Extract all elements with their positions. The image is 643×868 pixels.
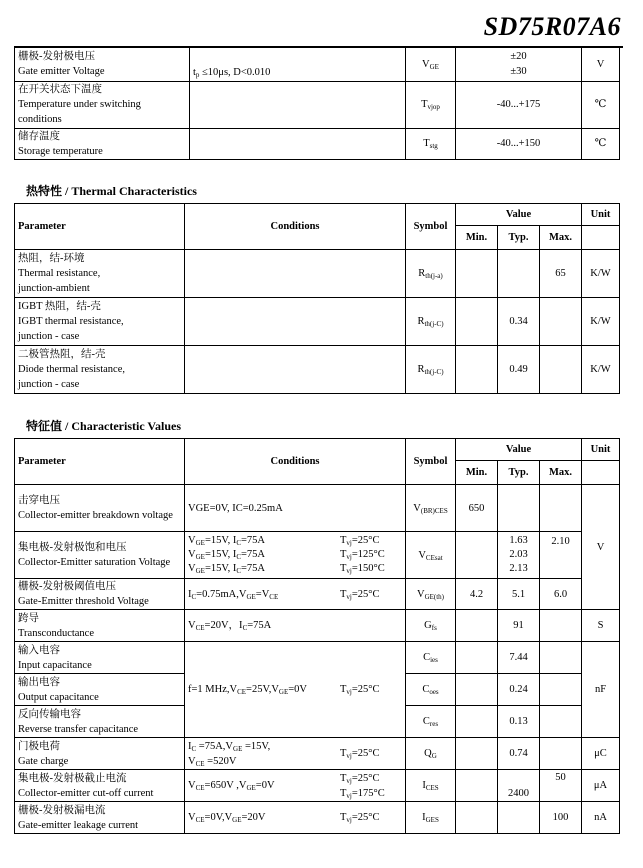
unit: nA bbox=[582, 802, 620, 834]
value: -40...+175 bbox=[456, 81, 582, 128]
param-cn: 输入电容 bbox=[18, 644, 60, 656]
symbol: $G_{fs}$ bbox=[406, 610, 456, 642]
typ: 2.03 bbox=[509, 549, 528, 560]
symbol: $C_{oes}$ bbox=[406, 674, 456, 706]
col-max: Max. bbox=[540, 226, 582, 250]
thermal-section-title: 热特性 / Thermal Characteristics bbox=[26, 184, 197, 198]
char-header-row bbox=[15, 439, 620, 461]
typ: 91 bbox=[498, 610, 540, 642]
unit: μC bbox=[582, 738, 620, 770]
col-symbol: Symbol bbox=[406, 204, 456, 250]
thermal-row-diode bbox=[15, 346, 620, 394]
min bbox=[456, 298, 498, 346]
symbol: $C_{ies}$ bbox=[406, 642, 456, 674]
param-en: Reverse transfer capacitance bbox=[18, 723, 139, 735]
row-vgeth bbox=[15, 579, 620, 610]
param-en: Gate charge bbox=[18, 755, 69, 767]
condition: $V_{CE}=650V$ $,V_{GE}=0V$ $T_{vj}=25^\circ C$ $T_{vj}=175^\circ C$ bbox=[188, 772, 385, 800]
col-typ: Typ. bbox=[498, 226, 540, 250]
row-cies bbox=[15, 642, 620, 674]
param-cn: 在开关状态下温度 bbox=[18, 84, 102, 95]
param-en: Output capacitance bbox=[18, 691, 99, 703]
unit: V bbox=[582, 48, 620, 81]
row-iges bbox=[15, 802, 620, 834]
unit: ℃ bbox=[582, 128, 620, 159]
param-cn: 跨导 bbox=[18, 612, 39, 624]
param-en: Gate-emitter leakage current bbox=[18, 819, 139, 831]
row-qg bbox=[15, 738, 620, 770]
param-en: Temperature under switching bbox=[18, 99, 141, 110]
col-value: Value bbox=[456, 204, 582, 226]
typ: 0.74 bbox=[498, 738, 540, 770]
param-cn: 二极管热阻，结-壳 bbox=[18, 349, 106, 360]
symbol: $V_{GE}$ bbox=[406, 48, 456, 81]
param-cn: 栅极-发射极阈值电压 bbox=[18, 581, 116, 592]
max: 6.0 bbox=[540, 579, 582, 610]
row-vcesat bbox=[15, 532, 620, 579]
col-unit: Unit bbox=[582, 204, 620, 226]
min bbox=[456, 250, 498, 298]
symbol: $V_{CEsat}$ bbox=[406, 532, 456, 579]
col-typ: Typ. bbox=[498, 461, 540, 485]
col-min: Min. bbox=[456, 226, 498, 250]
param-en: junction - case bbox=[18, 379, 80, 390]
typ: 2.13 bbox=[509, 563, 528, 574]
param-en: Input capacitance bbox=[18, 659, 92, 671]
param-en: junction - case bbox=[18, 331, 80, 342]
max: 2.10 bbox=[540, 532, 582, 579]
param-cn: 集电极-发射极饱和电压 bbox=[18, 542, 127, 553]
typ: 0.13 bbox=[498, 706, 540, 738]
condition: $V_{CE}=20V$，$I_C=75A$ bbox=[185, 610, 406, 642]
condition: $t_p \le 10\mu s$, D<0.010 bbox=[193, 66, 271, 79]
unit: μA bbox=[582, 770, 620, 802]
condition: $V_{GE}=15V$, $I_C=75A$ $T_{vj}=25^\circ C$ $V_{GE}=15V$, $I_C=75A$ $T_{vj}=125^\circ C$ $V_{GE}=15V$, $I_C=75A$ $T_{vj}=150^\circ C$ bbox=[188, 535, 385, 575]
thermal-table bbox=[14, 203, 620, 394]
typ: 0.34 bbox=[498, 298, 540, 346]
col-parameter: Parameter bbox=[15, 439, 185, 485]
abs-max-row-tstg bbox=[15, 128, 620, 159]
typ: 5.1 bbox=[498, 579, 540, 610]
param-cn: 储存温度 bbox=[18, 130, 60, 142]
part-number: SD75R07A6 bbox=[483, 12, 621, 41]
value: -40...+150 bbox=[456, 128, 582, 159]
param-cn: 击穿电压 bbox=[18, 495, 60, 506]
symbol: $C_{res}$ bbox=[406, 706, 456, 738]
param-cn: 反向传输电容 bbox=[18, 708, 81, 720]
param-en: Thermal resistance, bbox=[18, 268, 101, 279]
col-value: Value bbox=[456, 439, 582, 461]
col-parameter: Parameter bbox=[15, 204, 185, 250]
condition: $I_C=0.75mA,V_{GE}=V_{CE}$ $T_{vj}=25^\circ C$ bbox=[188, 588, 380, 601]
char-table bbox=[14, 438, 620, 834]
unit: K/W bbox=[582, 346, 620, 394]
thermal-row-igbt bbox=[15, 298, 620, 346]
param-en: Collector-emitter cut-off current bbox=[18, 787, 154, 799]
col-symbol: Symbol bbox=[406, 439, 456, 485]
param-en: Transconductance bbox=[18, 627, 95, 639]
param-cn: 栅极-发射极电压 bbox=[18, 51, 95, 63]
min: 4.2 bbox=[456, 579, 498, 610]
col-conditions: Conditions bbox=[185, 439, 406, 485]
typ: 1.63 bbox=[509, 535, 528, 546]
unit: K/W bbox=[582, 298, 620, 346]
param-cn: 输出电容 bbox=[18, 676, 60, 688]
min bbox=[456, 346, 498, 394]
row-ices bbox=[15, 770, 620, 802]
abs-max-row-vge bbox=[15, 48, 620, 81]
param-cn: IGBT 热阻，结-壳 bbox=[18, 301, 101, 312]
param-cn: 集电极-发射极截止电流 bbox=[18, 772, 127, 784]
typ: 0.49 bbox=[498, 346, 540, 394]
param-cn: 热阻，结-环境 bbox=[18, 253, 85, 264]
param-en: Gate-Emitter threshold Voltage bbox=[18, 596, 149, 607]
thermal-header-row bbox=[15, 204, 620, 226]
param-en: conditions bbox=[18, 114, 62, 125]
condition: f=1 $MHz,V_{CE}=25V,V_{GE}=0V$ $T_{vj}=25^\circ C$ bbox=[188, 684, 380, 696]
unit: V bbox=[582, 485, 620, 610]
value: ±20 bbox=[510, 51, 527, 63]
typ: 7.44 bbox=[498, 642, 540, 674]
symbol: $R_{th(j-C)}$ bbox=[406, 346, 456, 394]
param-cn: 门极电荷 bbox=[18, 740, 60, 752]
max: 65 bbox=[540, 250, 582, 298]
abs-max-table bbox=[14, 48, 620, 160]
symbol: $Q_G$ bbox=[406, 738, 456, 770]
typ: 0.24 bbox=[498, 674, 540, 706]
symbol: $V_{(BR)CES}$ bbox=[406, 485, 456, 532]
param-en: Diode thermal resistance, bbox=[18, 364, 125, 375]
unit: nF bbox=[582, 642, 620, 738]
max bbox=[540, 346, 582, 394]
param-en: Gate emitter Voltage bbox=[18, 66, 105, 78]
abs-max-row-tvjop bbox=[15, 81, 620, 128]
param-en: IGBT thermal resistance, bbox=[18, 316, 124, 327]
col-conditions: Conditions bbox=[185, 204, 406, 250]
thermal-row-ja bbox=[15, 250, 620, 298]
char-section-title: 特征值 / Characteristic Values bbox=[26, 419, 182, 433]
symbol: $V_{GE(th)}$ bbox=[406, 579, 456, 610]
param-en: junction-ambient bbox=[18, 283, 90, 294]
typ: 2400 bbox=[498, 770, 540, 802]
typ bbox=[498, 250, 540, 298]
symbol: $T_{stg}$ bbox=[406, 128, 456, 159]
symbol: $T_{vjop}$ bbox=[406, 81, 456, 128]
condition: VGE=0V, IC=0.25mA bbox=[185, 485, 406, 532]
param-cn: 栅极-发射极漏电流 bbox=[18, 804, 106, 816]
symbol: $R_{th(j-C)}$ bbox=[406, 298, 456, 346]
max bbox=[540, 298, 582, 346]
col-unit: Unit bbox=[582, 439, 620, 461]
condition: $I_C =75A,V_{GE} =15V$, $T_{vj}=25^\circ C$ $V_{CE} =520V$ bbox=[188, 740, 380, 768]
row-breakdown bbox=[15, 485, 620, 532]
param-en: Collector-Emitter saturation Voltage bbox=[18, 557, 171, 568]
col-max: Max. bbox=[540, 461, 582, 485]
unit: K/W bbox=[582, 250, 620, 298]
max: 50 bbox=[540, 770, 582, 802]
symbol: $I_{GES}$ bbox=[406, 802, 456, 834]
symbol: $I_{CES}$ bbox=[406, 770, 456, 802]
max: 100 bbox=[540, 802, 582, 834]
min: 650 bbox=[456, 485, 498, 532]
value: ±30 bbox=[510, 66, 527, 78]
row-gfs bbox=[15, 610, 620, 642]
condition: $V_{CE}=0V,V_{GE}=20V$ $T_{vj}=25^\circ C$ bbox=[188, 812, 380, 824]
unit: ℃ bbox=[582, 81, 620, 128]
param-en: Storage temperature bbox=[18, 145, 103, 157]
symbol: $R_{th(j-a)}$ bbox=[406, 250, 456, 298]
col-min: Min. bbox=[456, 461, 498, 485]
unit: S bbox=[582, 610, 620, 642]
param-en: Collector-emitter breakdown voltage bbox=[18, 510, 173, 521]
